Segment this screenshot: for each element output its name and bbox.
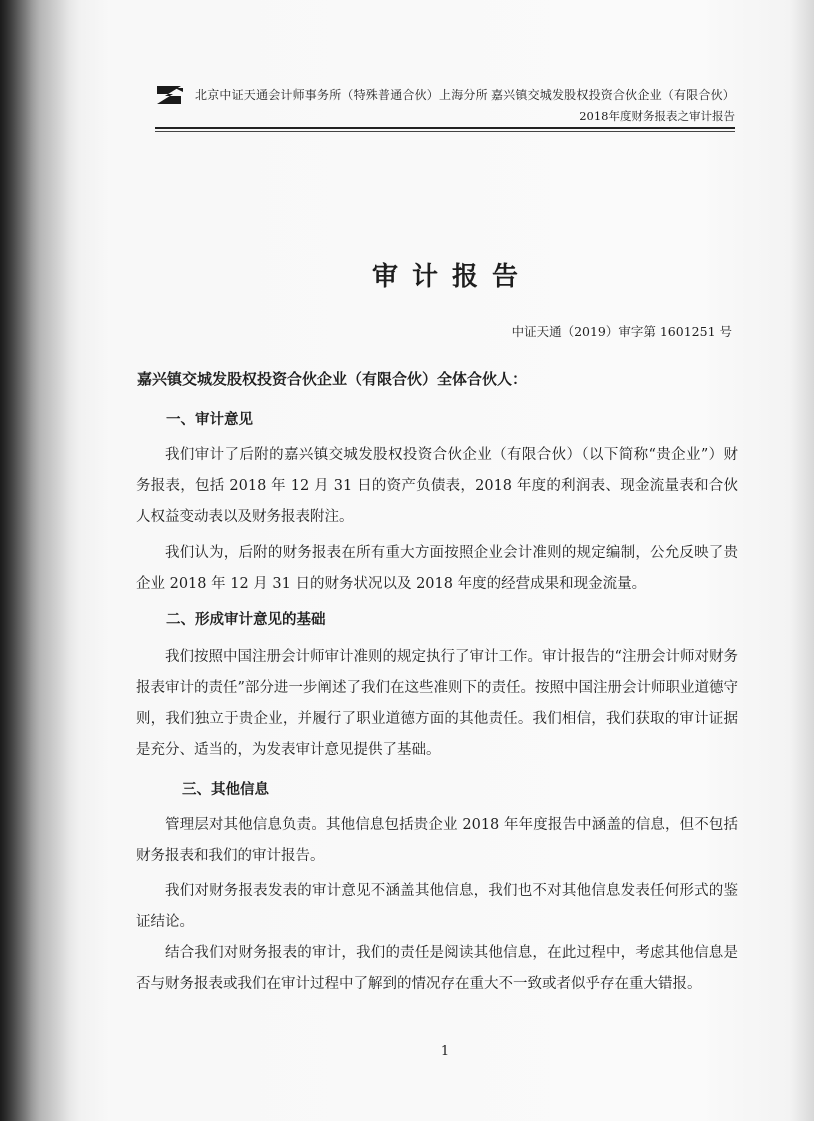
- binding-shadow: [0, 0, 80, 1121]
- header-rule-thick: [155, 127, 735, 129]
- section-heading-basis: 二、形成审计意见的基础: [166, 611, 326, 628]
- paragraph-basis: 我们按照中国注册会计师审计准则的规定执行了审计工作。审计报告的“注册会计师对财务报表审计的责任”部分进一步阐述了我们在这些准则下的责任。按照中国注册会计师职业道德守则，我们独立于贵企业，并履行了职业道德方面的其他责任。我们相信，我们获取的审计证据是充分、适当的，为发表审计意见提供了基础。: [136, 649, 738, 758]
- header-client-name: 嘉兴镇交城发股权投资合伙企业（有限合伙）: [490, 88, 735, 102]
- section-heading-other-info: 三、其他信息: [182, 781, 269, 798]
- paragraph-other-info-responsibility: 管理层对其他信息负责。其他信息包括贵企业 2018 年年度报告中涵盖的信息，但不包括财务报表和我们的审计报告。: [136, 817, 738, 864]
- document-number: 中证天通（2019）审字第 1601251 号: [511, 324, 732, 339]
- paragraph-other-info-duty: 结合我们对财务报表的审计，我们的责任是阅读其他信息，在此过程中，考虑其他信息是否与财务报表或我们在审计过程中了解到的情况存在重大不一致或者似乎存在重大错报。: [136, 945, 738, 992]
- paragraph-other-info-scope: 我们对财务报表发表的审计意见不涵盖其他信息，我们也不对其他信息发表任何形式的鉴证结论。: [136, 883, 738, 930]
- paragraph-audit-scope: 我们审计了后附的嘉兴镇交城发股权投资合伙企业（有限合伙）（以下简称“贵企业”）财务报表，包括 2018 年 12 月 31 日的资产负债表，2018 年度的利润表、现金流量表和合伙人权益变动表以及财务报表附注。: [136, 447, 738, 525]
- header-rule-thin: [155, 131, 735, 132]
- header-report-name: 2018年度财务报表之审计报告: [579, 109, 735, 123]
- document-title: 审计报告: [371, 262, 532, 292]
- section-heading-audit-opinion: 一、审计意见: [166, 411, 253, 428]
- header-firm-name: 北京中证天通会计师事务所（特殊普通合伙）上海分所: [195, 88, 488, 102]
- header-line: [195, 86, 735, 103]
- page-number: 1: [440, 1044, 450, 1059]
- document-page: [136, 70, 740, 1070]
- firm-logo-icon: [155, 84, 185, 106]
- addressee: 嘉兴镇交城发股权投资合伙企业（有限合伙）全体合伙人：: [137, 370, 528, 388]
- paragraph-audit-conclusion: 我们认为，后附的财务报表在所有重大方面按照企业会计准则的规定编制，公允反映了贵企业 2018 年 12 月 31 日的财务状况以及 2018 年度的经营成果和现金流量。: [136, 545, 738, 592]
